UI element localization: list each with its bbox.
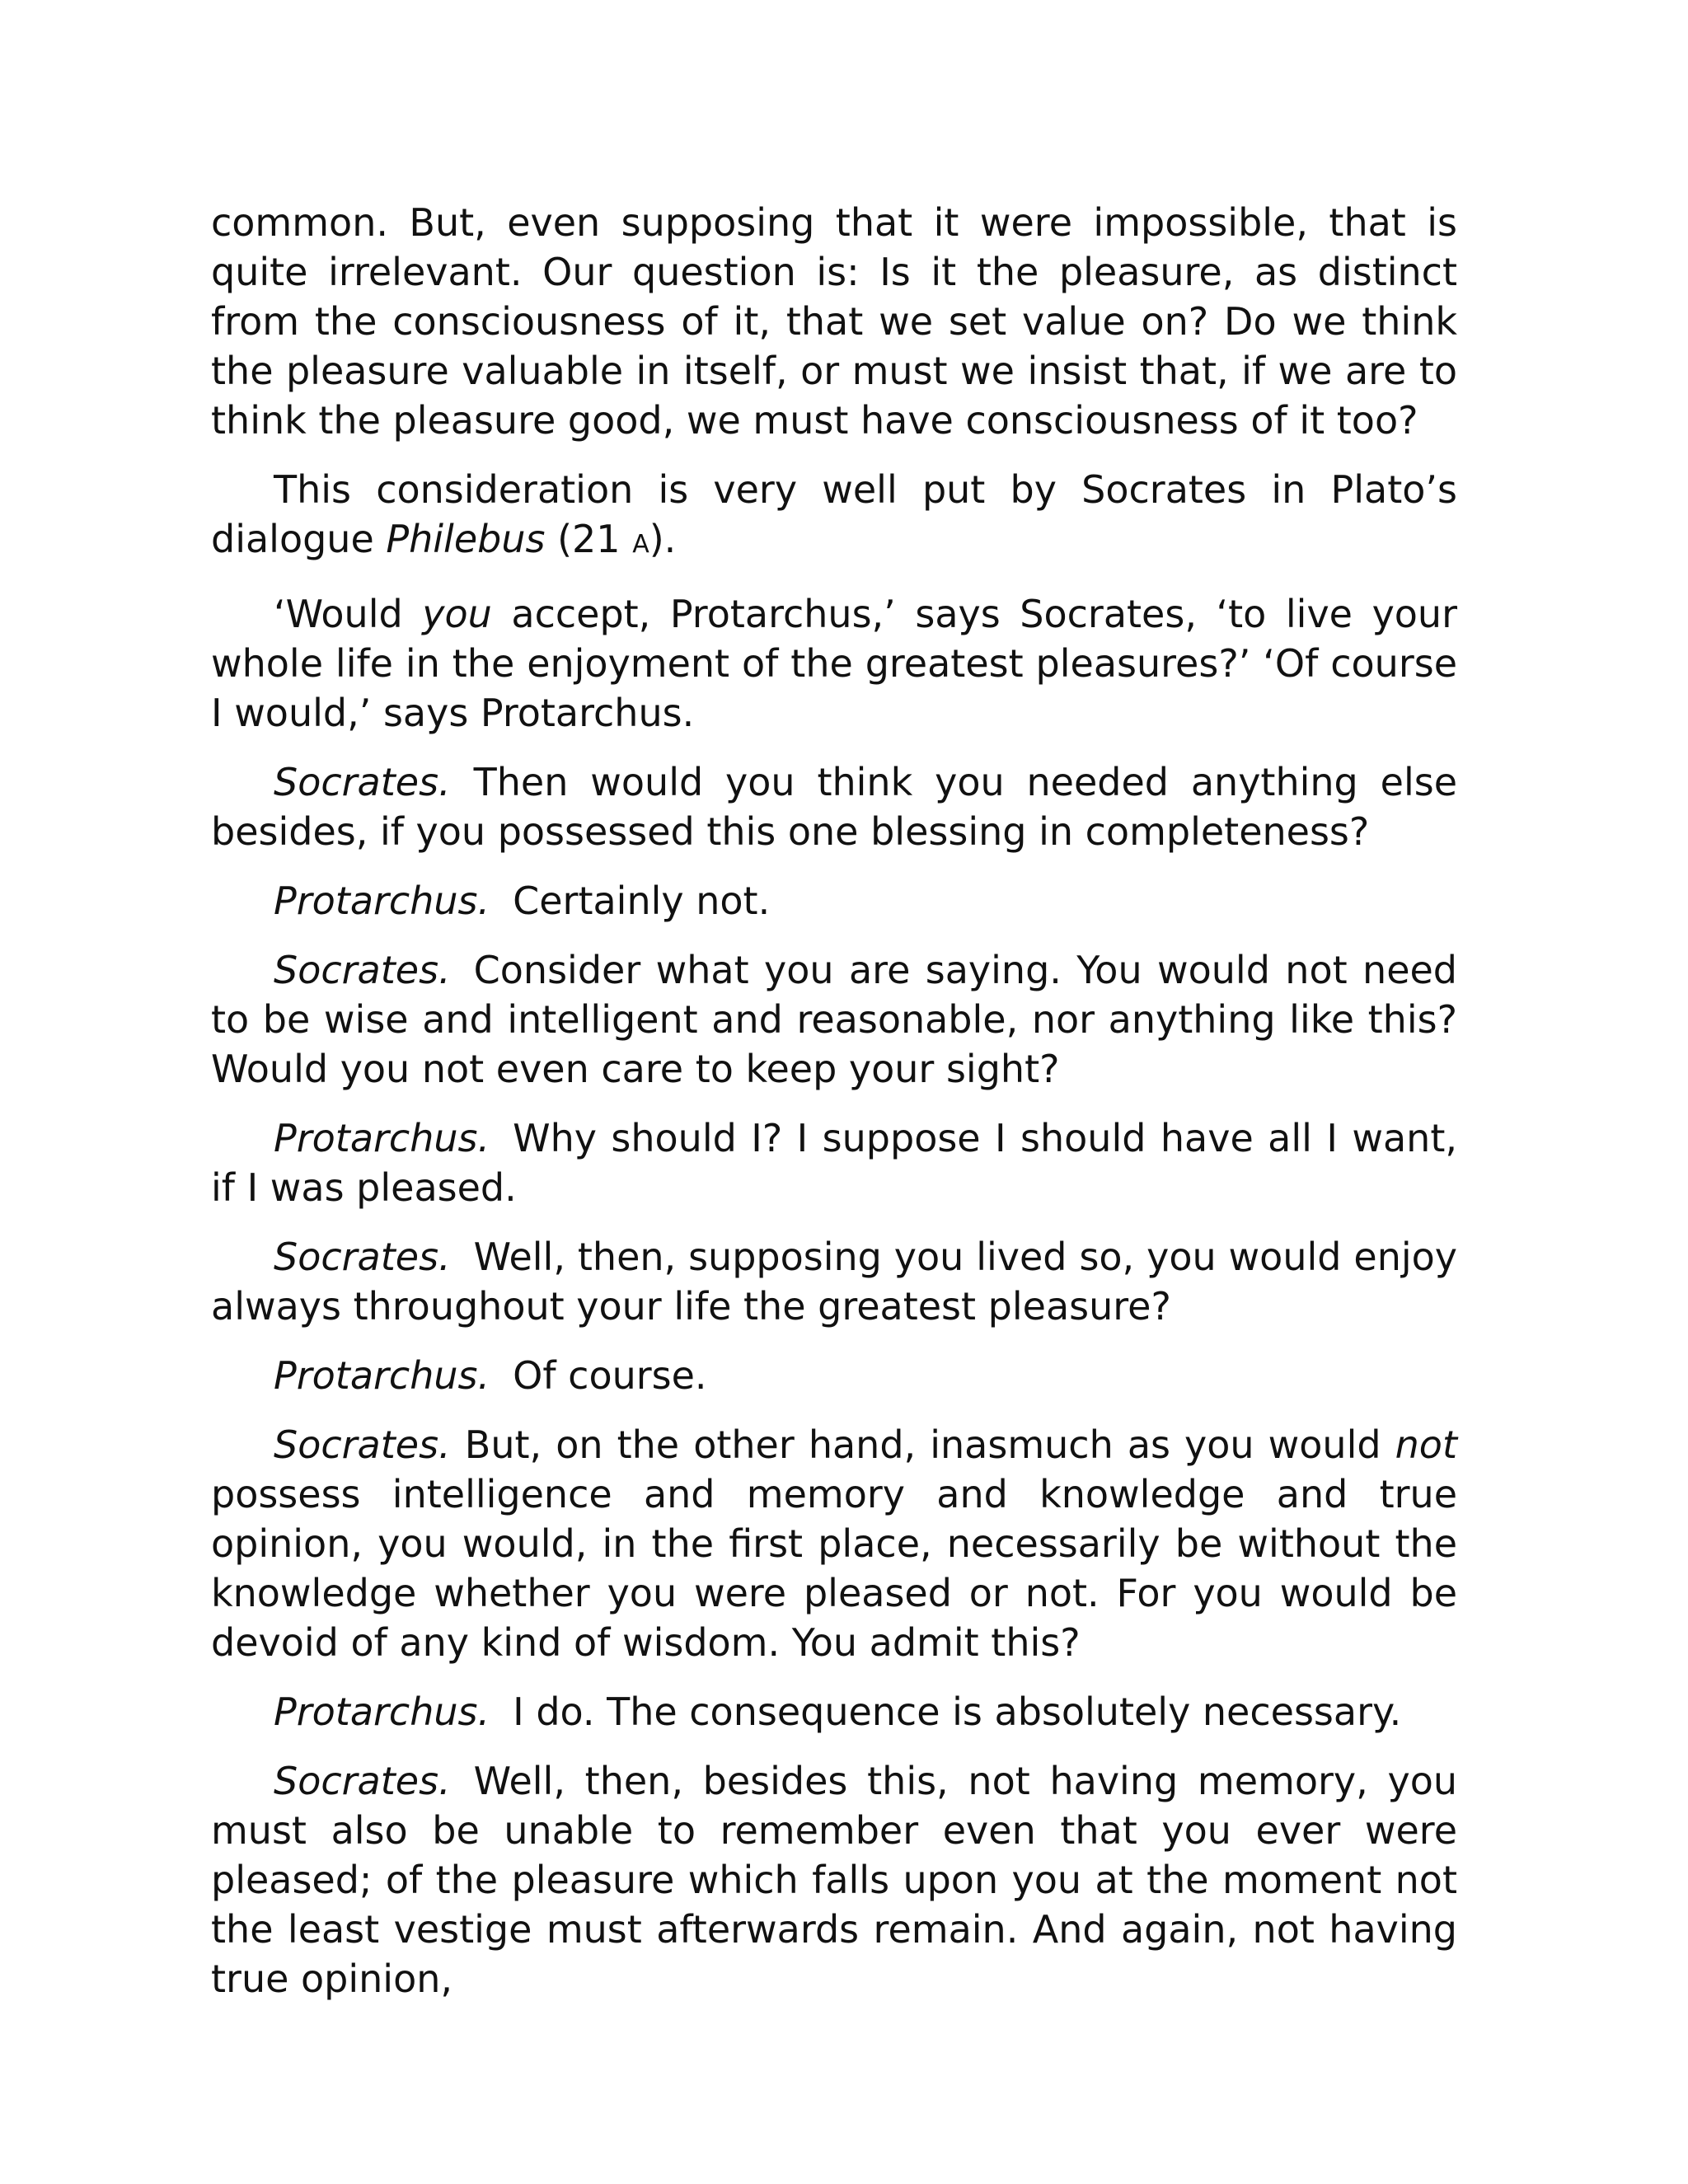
title-philebus: Philebus bbox=[386, 517, 546, 561]
dialogue-line bbox=[211, 1687, 1457, 1736]
emphasis-you: you bbox=[422, 592, 492, 636]
paragraph-3-text-b: accept, Protarchus,’ says Socrates, ‘to live your whole life in the enjoyment of the greatest pleasures?’ ‘Of course I would,’ says Protarchus. bbox=[211, 592, 1457, 735]
dialogue-text: Of course. bbox=[513, 1353, 707, 1398]
dialogue-text: Well, then, besides this, not having memory, you must also be unable to remember even that you ever were pleased; of the pleasure which falls upon you at the moment not the least vestige must afterwards remain. And again, not having true opinion, bbox=[211, 1759, 1457, 2001]
speaker-name: Protarchus. bbox=[274, 1353, 490, 1398]
speaker-name: Socrates. bbox=[274, 1235, 451, 1279]
dialogue-line bbox=[211, 1756, 1457, 2004]
dialogue-text: Why should I? I suppose I should have all I want, if I was pleased. bbox=[211, 1116, 1457, 1210]
paragraph-1: common. But, even supposing that it were impossible, that is quite irrelevant. Our question is: Is it the pleasure, as distinct from the consciousness of it, that we set value on? Do we think the pleasure valuable in itself, or must we insist that, if we are to think the pleasure good, we must have consciousness of it too? bbox=[211, 200, 1457, 443]
paragraph-2-text-c: ). bbox=[649, 517, 677, 561]
dialogue-text: Consider what you are saying. You would not need to be wise and intelligent and reasonable, nor anything like this? Would you not even care to keep your sight? bbox=[211, 948, 1457, 1091]
dialogue-text: But, on the other hand, inasmuch as you would bbox=[464, 1422, 1395, 1467]
speaker-name: Protarchus. bbox=[274, 1116, 490, 1160]
dialogue-line bbox=[211, 1351, 1457, 1400]
speaker-name: Protarchus. bbox=[274, 1690, 490, 1734]
dialogue-line bbox=[211, 1232, 1457, 1331]
paragraph-3 bbox=[211, 589, 1457, 738]
speaker-name: Socrates. bbox=[274, 1422, 451, 1467]
dialogue-line bbox=[211, 1420, 1457, 1667]
dialogue-text: Well, then, supposing you lived so, you would enjoy always throughout your life the greatest pleasure? bbox=[211, 1235, 1457, 1329]
speaker-name: Protarchus. bbox=[274, 879, 490, 923]
speaker-name: Socrates. bbox=[274, 948, 451, 992]
dialogue-text: Then would you think you needed anything else besides, if you possessed this one blessing in completeness? bbox=[211, 760, 1457, 854]
speaker-name: Socrates. bbox=[274, 1759, 451, 1803]
speaker-name: Socrates. bbox=[274, 760, 451, 804]
paragraph-2 bbox=[211, 465, 1457, 569]
dialogue-text: I do. The consequence is absolutely necessary. bbox=[513, 1690, 1402, 1734]
emphasis-not: not bbox=[1395, 1422, 1457, 1467]
dialogue-line bbox=[211, 876, 1457, 926]
paragraph-2-text: This consideration is very well put by Socrates in Plato’s dialogue bbox=[211, 467, 1457, 561]
dialogue-line bbox=[211, 757, 1457, 856]
dialogue-line bbox=[211, 1113, 1457, 1212]
dialogue-text-b: possess intelligence and memory and knowledge and true opinion, you would, in the first place, necessarily be without the knowledge whether you were pleased or not. For you would be devoid of any kind of wisdom. You admit this? bbox=[211, 1472, 1457, 1665]
dialogue-line bbox=[211, 945, 1457, 1094]
page-body bbox=[211, 198, 1457, 2023]
dialogue-text: Certainly not. bbox=[513, 879, 771, 923]
reference-letter: A bbox=[632, 530, 649, 559]
paragraph-3-text: ‘Would bbox=[274, 592, 423, 636]
paragraph-2-text-b: (21 bbox=[545, 517, 633, 561]
